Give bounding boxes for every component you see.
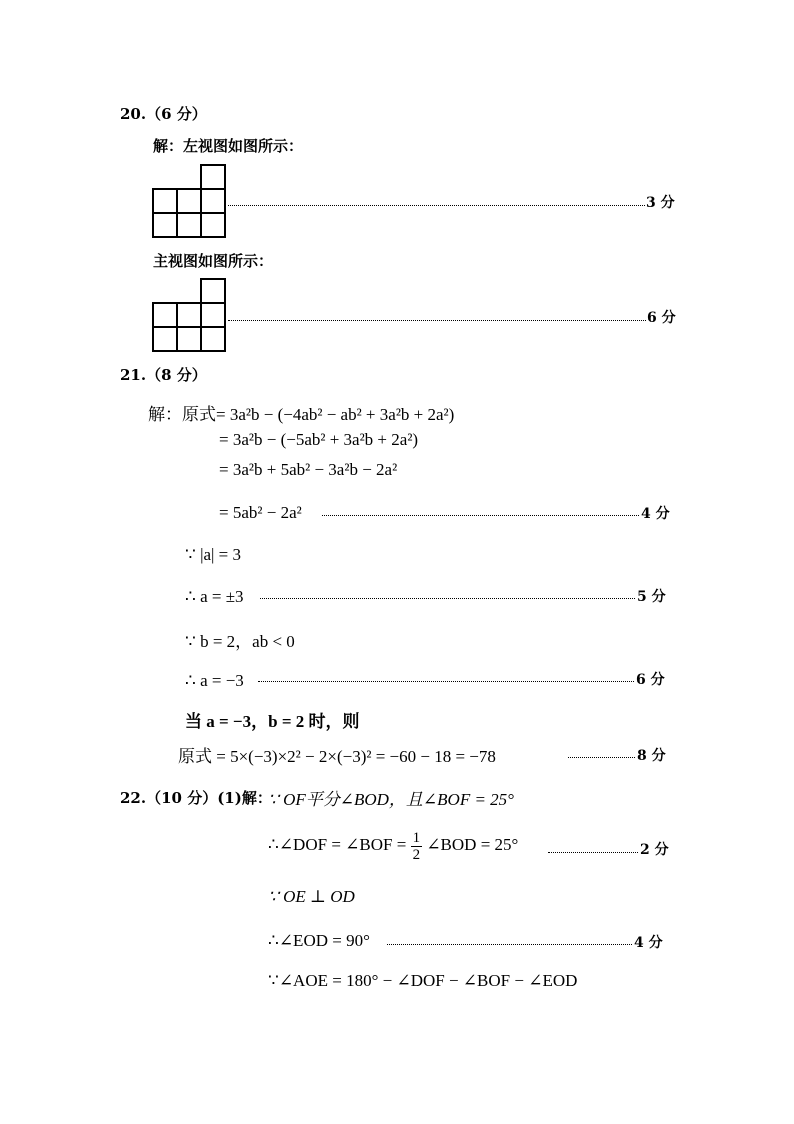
left-view-cell xyxy=(201,213,225,237)
dot-leader xyxy=(260,598,635,599)
q21-line4: = 5ab² − 2a² xyxy=(219,503,302,522)
left-view-figure xyxy=(150,163,230,239)
front-view-figure xyxy=(150,277,230,353)
q21-line10: 原式 = 5×(−3)×2² − 2×(−3)² = −60 − 18 = −78 xyxy=(178,747,496,766)
fraction-denominator: 2 xyxy=(412,846,421,863)
q21-line1-prefix: 解：原式 xyxy=(148,405,216,424)
front-view-cell xyxy=(177,327,201,351)
left-view-cell xyxy=(177,189,201,213)
dot-leader xyxy=(258,681,634,682)
left-view-cell xyxy=(201,189,225,213)
q21-line6: ∴ a = ±3 xyxy=(185,587,244,606)
q21-line8: ∴ a = −3 xyxy=(185,671,244,690)
fraction-numerator: 1 xyxy=(412,829,421,846)
left-view-cell-top xyxy=(201,165,225,189)
score-q20-left: 3 分 xyxy=(646,195,675,211)
score-q21-8: 8 分 xyxy=(637,748,666,764)
dot-leader xyxy=(228,320,646,321)
left-view-cell xyxy=(153,189,177,213)
fraction-one-half xyxy=(411,830,423,863)
front-view-cell xyxy=(177,303,201,327)
q22-line3: ∵ OE ⊥ OD xyxy=(268,887,355,906)
q21-line2: = 3a²b − (−5ab² + 3a²b + 2a²) xyxy=(219,430,419,449)
score-q20-front: 6 分 xyxy=(647,310,676,326)
q21-line1-expr: = 3a²b − (−4ab² − ab² + 3a²b + 2a²) xyxy=(216,405,455,424)
front-view-label: 主视图如图所示： xyxy=(153,252,274,270)
score-q22-2: 2 分 xyxy=(640,842,669,858)
q22-line4: ∴∠EOD = 90° xyxy=(268,931,370,950)
q22-line2-right: ∠BOD = 25° xyxy=(426,835,519,854)
dot-leader xyxy=(548,852,638,853)
q22-heading: 22.（10 分）(1)解： xyxy=(120,789,272,807)
score-q21-4: 4 分 xyxy=(641,506,670,522)
q22-line2-left: ∴∠DOF = ∠BOF = xyxy=(268,835,407,854)
dot-leader xyxy=(322,515,639,516)
left-view-cell xyxy=(153,213,177,237)
score-q22-4: 4 分 xyxy=(634,935,663,951)
q21-line1 xyxy=(148,400,454,425)
q22-line2 xyxy=(268,823,518,867)
q21-heading: 21.（8 分） xyxy=(120,366,207,384)
score-q21-6: 6 分 xyxy=(636,672,665,688)
q21-line3: = 3a²b + 5ab² − 3a²b − 2a² xyxy=(219,460,398,479)
q20-heading: 20.（6 分） xyxy=(120,105,207,123)
q21-line5: ∵ |a| = 3 xyxy=(185,545,242,564)
front-view-cell-top xyxy=(201,279,225,303)
q21-line9: 当 a = −3，b = 2 时，则 xyxy=(185,712,360,731)
left-view-label: 解：左视图如图所示： xyxy=(153,137,304,155)
left-view-cell xyxy=(177,213,201,237)
q21-line7: ∵ b = 2，ab < 0 xyxy=(185,632,295,651)
q22-line1: ∵ OF平分∠BOD，且∠BOF = 25° xyxy=(268,790,514,809)
front-view-cell xyxy=(153,327,177,351)
dot-leader xyxy=(568,757,635,758)
q22-line5: ∵∠AOE = 180° − ∠DOF − ∠BOF − ∠EOD xyxy=(268,971,578,990)
score-q21-5: 5 分 xyxy=(637,589,666,605)
dot-leader xyxy=(387,944,632,945)
front-view-cell xyxy=(153,303,177,327)
dot-leader xyxy=(228,205,645,206)
front-view-cell xyxy=(201,303,225,327)
front-view-cell xyxy=(201,327,225,351)
